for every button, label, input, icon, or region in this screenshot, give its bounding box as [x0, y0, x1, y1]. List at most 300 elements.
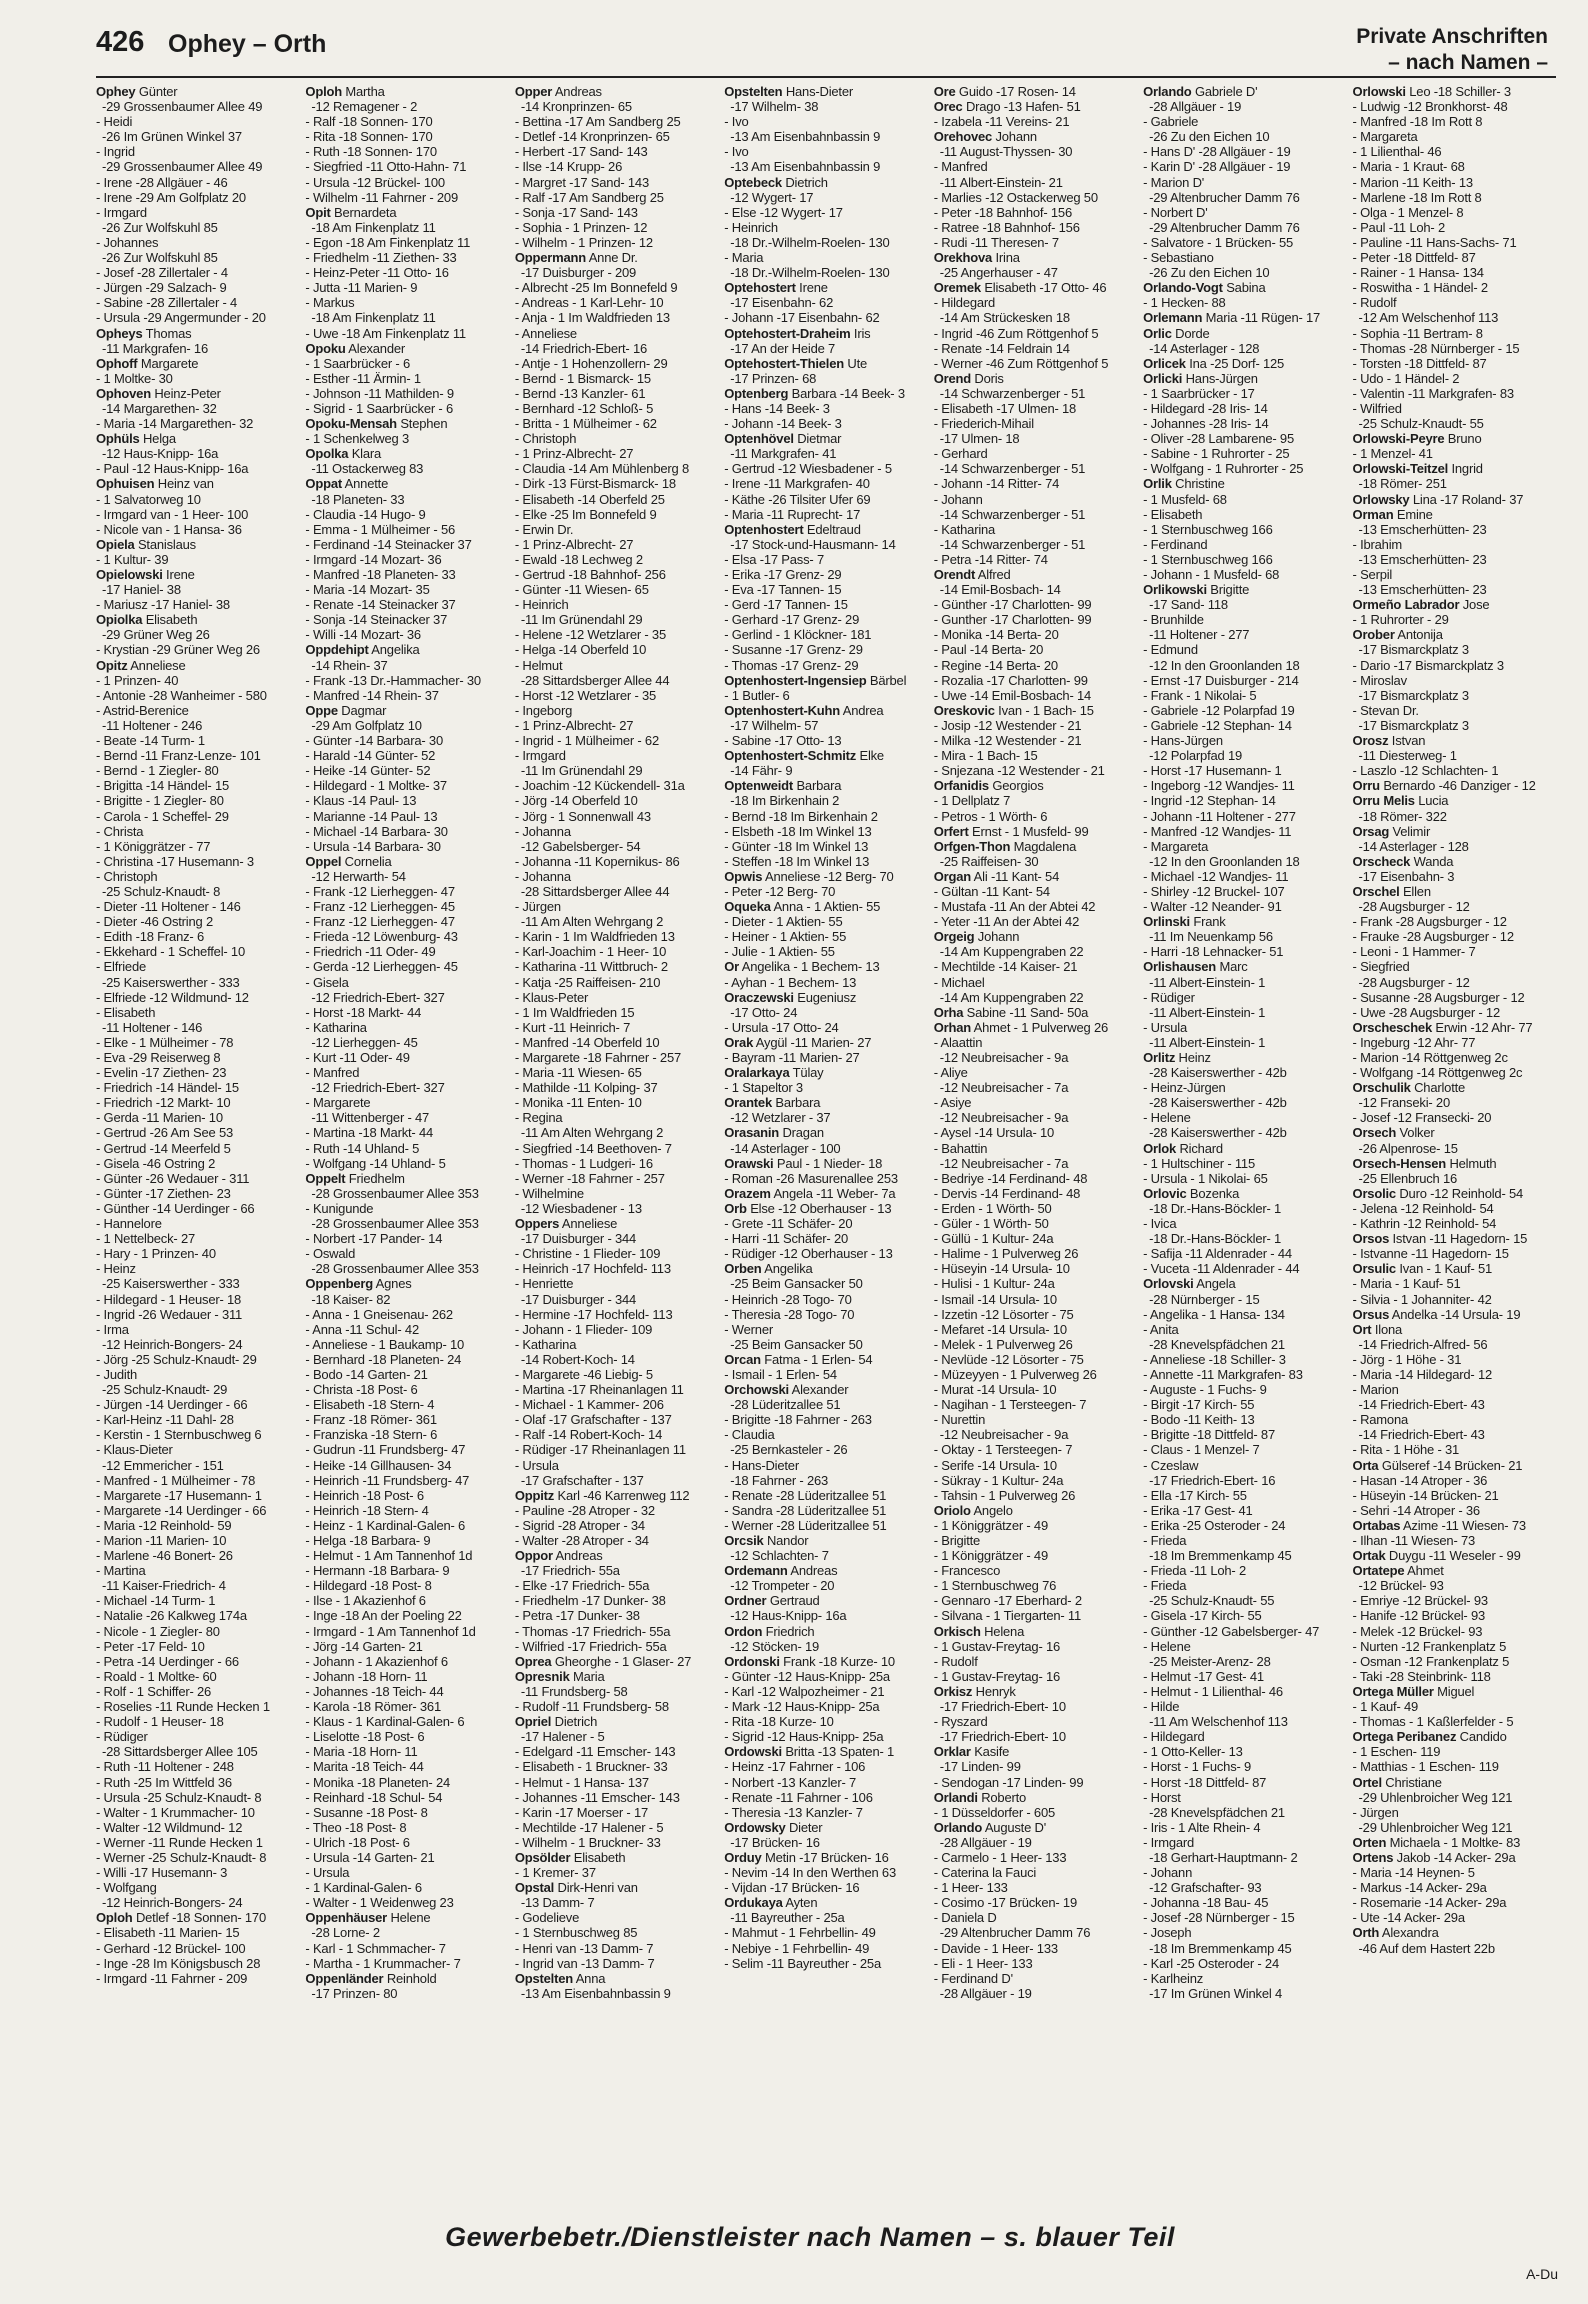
entry-detail: Iris: [850, 325, 871, 341]
listing-line: -26 Zu den Eichen 10: [1149, 265, 1270, 281]
surname: Optehostert: [724, 280, 796, 296]
entry-detail: Ivan - 1 Bach- 15: [994, 702, 1094, 718]
surname: Orfgen-Thon: [933, 838, 1011, 854]
surname: Opit: [305, 204, 331, 220]
surname: Orlowski: [1352, 84, 1406, 99]
listing-line: - Gerd -17 Tannen- 15: [724, 597, 848, 613]
listing-line: - Godelieve: [514, 1910, 580, 1926]
surname: Orak: [724, 1034, 754, 1050]
surname-entry: [96, 1910, 299, 1925]
surname-entry: [1143, 326, 1346, 341]
listing-line: - Osman -12 Frankenplatz 5: [1352, 1653, 1510, 1669]
entry-detail: Istvan: [1388, 733, 1426, 749]
listing-line: -29 Altenbrucher Damm 76: [1149, 189, 1300, 205]
listing-line: -11 Am Alten Wehrgang 2: [520, 914, 664, 930]
surname-entry: [1353, 507, 1556, 522]
listing-line: - 1 Prinz-Albrecht- 27: [514, 717, 634, 733]
listing-line: - Leoni - 1 Hammer- 7: [1352, 944, 1476, 960]
listing-line: - Else -12 Wygert- 17: [724, 204, 843, 220]
surname: Ordowsky: [724, 1819, 786, 1835]
listing-line: -14 Asterlager - 100: [730, 1140, 841, 1156]
surname: Opitz: [96, 657, 128, 673]
surname: Opolka: [305, 446, 349, 462]
surname: Optebeck: [724, 174, 782, 190]
listing-line: - Paul -14 Berta- 20: [933, 642, 1044, 658]
listing-line: - Claudia -14 Hugo- 9: [305, 506, 426, 522]
entry-detail: Elke: [856, 748, 884, 764]
surname: Orgeig: [933, 929, 975, 945]
listing-line: - Yeter -11 An der Abtei 42: [933, 914, 1080, 930]
listing-line: - Valentin -11 Markgrafen- 83: [1352, 385, 1514, 401]
listing-line: -28 Allgäuer - 19: [1149, 99, 1242, 115]
listing-line: - 1 Moltke- 30: [96, 370, 173, 386]
surname: Ophoff: [96, 355, 138, 371]
listing-line: - Josef -28 Nürnberger - 15: [1143, 1910, 1295, 1926]
listing-line: - Nebiye - 1 Fehrbellin- 49: [724, 1940, 870, 1956]
listing-line: - Maria -12 Reinhold- 59: [96, 1517, 232, 1533]
listing-line: - Marlene -18 Im Rott 8: [1352, 189, 1482, 205]
listing-line: - Inge -18 An der Poeling 22: [305, 1608, 462, 1624]
listing-line: - Ingrid: [96, 144, 135, 160]
listing-line: - Sandra -28 Lüderitzallee 51: [724, 1502, 887, 1518]
surname: Oremek: [933, 280, 981, 296]
listing-line: - Günter -26 Wedauer - 311: [96, 1170, 250, 1186]
listing-line: - Emriye -12 Brückel- 93: [1352, 1593, 1488, 1609]
listing-line: - Gabriele -12 Stephan- 14: [1143, 717, 1292, 733]
surname-entry: [724, 959, 927, 974]
listing-line: - Josef -28 Zillertaler - 4: [96, 265, 228, 281]
listing-line: - Marion -11 Keith- 13: [1352, 174, 1473, 190]
surname: Orb: [724, 1200, 747, 1216]
listing-line: - Manfred -14 Rhein- 37: [305, 687, 439, 703]
listing-line: - Frieda: [1143, 1533, 1187, 1548]
listing-line: - Karl -12 Walpozheimer - 21: [724, 1683, 885, 1699]
listing-line: - Brigitte -18 Fahrner - 263: [724, 1412, 872, 1428]
listing-line: -12 Herwarth- 54: [311, 868, 406, 884]
entry-detail: Angela -11 Weber- 7a: [770, 1185, 896, 1201]
entry-detail: Miguel: [1433, 1683, 1475, 1699]
listing-line: - Aliye: [933, 1065, 968, 1081]
listing-line: -12 Gabelsberger- 54: [520, 838, 641, 854]
surname-entry: [1353, 1775, 1556, 1790]
entry-detail: Tülay: [789, 1065, 824, 1081]
entry-detail: Detlef -18 Sonnen- 170: [132, 1910, 266, 1926]
surname-entry: [1143, 371, 1346, 386]
page-name-range: Ophey – Orth: [168, 30, 327, 58]
listing-line: - Wolfgang -14 Röttgenweg 2c: [1352, 1065, 1523, 1081]
surname-entry: [1353, 1186, 1556, 1201]
listing-line: -17 An der Heide 7: [730, 340, 836, 356]
surname: Opstelten: [724, 84, 783, 99]
listing-line: -28 Grossenbaumer Allee 353: [311, 1261, 479, 1277]
listing-line: - 1 Düsseldorfer - 605: [933, 1804, 1056, 1820]
listing-line: - Rolf - 1 Schiffer- 26: [96, 1683, 212, 1699]
surname-entry: [934, 824, 1137, 839]
surname-entry: [515, 1669, 718, 1684]
listing-line: - Heinz - 1 Kardinal-Galen- 6: [305, 1517, 466, 1533]
listing-line: - Ursula -17 Otto- 24: [724, 1019, 839, 1035]
listing-line: - Natalie -26 Kalkweg 174a: [96, 1608, 247, 1624]
surname-entry: [934, 84, 1137, 99]
surname-entry: [934, 869, 1137, 884]
listing-line: - Oliver -28 Lambarene- 95: [1143, 431, 1294, 447]
listing-line: - Franziska -18 Stern- 6: [305, 1427, 438, 1443]
listing-line: -17 Im Grünen Winkel 4: [1149, 1985, 1282, 2001]
surname: Opiela: [96, 536, 135, 552]
listing-line: - Renate -28 Lüderitzallee 51: [724, 1487, 887, 1503]
listing-line: - Manfred -12 Wandjes- 11: [1143, 823, 1292, 839]
listing-line: - Johann -14 Beek- 3: [724, 416, 842, 432]
listing-line: - 1 Dellplatz 7: [933, 793, 1011, 809]
entry-detail: Andreas: [552, 84, 602, 99]
listing-line: - 1 Prinz-Albrecht- 27: [514, 536, 634, 552]
listing-line: -26 Zu den Eichen 10: [1149, 129, 1270, 145]
listing-line: -14 Schwarzenberger - 51: [939, 506, 1086, 522]
listing-line: - Elisabeth -18 Stern- 4: [305, 1397, 435, 1413]
entry-detail: Dietmar: [793, 431, 842, 447]
listing-line: - Vuceta -11 Aldenrader - 44: [1143, 1261, 1300, 1277]
listing-line: - Friedrich -12 Markt- 10: [96, 1095, 231, 1111]
listing-line: - Silvia - 1 Johanniter- 42: [1352, 1291, 1492, 1307]
listing-line: - Mechtilde -17 Halener - 5: [514, 1819, 664, 1835]
surname: Oppers: [514, 1216, 560, 1232]
listing-line: - Nevim -14 In den Werthen 63: [724, 1865, 896, 1881]
listing-line: - Mustafa -11 An der Abtei 42: [933, 899, 1096, 915]
surname: Orehovec: [933, 129, 993, 145]
surname-entry: [1143, 84, 1346, 99]
listing-line: - Brigitte -18 Dittfeld- 87: [1143, 1427, 1275, 1443]
listing-line: - Güllü - 1 Kultur- 24a: [933, 1231, 1054, 1247]
surname-entry: [934, 371, 1137, 386]
entry-detail: Elisabeth -17 Otto- 46: [980, 280, 1107, 296]
surname-entry: [724, 1156, 927, 1171]
listing-line: - Anneliese -18 Schiller- 3: [1143, 1351, 1286, 1367]
listing-line: - Horst -18 Markt- 44: [305, 1004, 422, 1020]
listing-line: - Josef -12 Fransecki- 20: [1352, 1110, 1492, 1126]
entry-detail: Christiane: [1381, 1774, 1442, 1790]
entry-detail: Maria -11 Rügen- 17: [1202, 310, 1321, 326]
listing-line: -14 Am Kuppengraben 22: [939, 944, 1084, 960]
entry-detail: Angelika: [761, 1261, 813, 1277]
entry-detail: Lucia: [1414, 793, 1449, 809]
listing-line: - Irmgard: [514, 748, 566, 764]
listing-line: - Ute -14 Acker- 29a: [1352, 1910, 1465, 1926]
listing-line: - Bernhard -18 Planeten- 24: [305, 1351, 462, 1367]
surname: Ortens: [1352, 1849, 1394, 1865]
listing-line: - Albrecht -25 Im Bonnefeld 9: [514, 280, 678, 296]
listing-line: - Rosemarie -14 Acker- 29a: [1352, 1895, 1507, 1911]
listing-line: - Ursula: [514, 1457, 559, 1473]
listing-line: - Elsa -17 Pass- 7: [724, 551, 824, 567]
listing-line: -18 Im Birkenhain 2: [730, 793, 840, 809]
listing-line: - Thomas - 1 Ludgeri- 16: [514, 1155, 653, 1171]
listing-line: - Ekkehard - 1 Scheffel- 10: [96, 944, 245, 960]
surname-entry: [96, 386, 299, 401]
surname: Opiolka: [96, 612, 143, 628]
entry-detail: Sabine -11 Sand- 50a: [963, 1004, 1089, 1020]
surname: Oqueka: [724, 899, 771, 915]
listing-line: - Edmund: [1143, 642, 1198, 658]
surname-entry: [1353, 778, 1556, 793]
surname-entry: [96, 431, 299, 446]
listing-line: - Anita: [1143, 1321, 1179, 1337]
listing-line: - Elisabeth -17 Ulmen- 18: [933, 400, 1077, 416]
listing-line: - Bernhard -12 Schloß- 5: [514, 400, 654, 416]
listing-line: -29 Altenbrucher Damm 76: [939, 1925, 1091, 1941]
listing-line: - Wolfgang -14 Uhland- 5: [305, 1155, 446, 1171]
listing-line: -28 Lüderitzallee 51: [730, 1397, 841, 1413]
surname: Oppenberg: [305, 1276, 373, 1292]
surname: Orlicek: [1143, 355, 1186, 371]
listing-line: -28 Allgäuer - 19: [939, 1834, 1032, 1850]
surname: Orlic: [1143, 325, 1172, 341]
listing-line: - Bedriye -14 Ferdinand- 48: [933, 1170, 1088, 1186]
listing-line: - Shirley -12 Bruckel- 107: [1143, 883, 1285, 899]
surname: Orsolic: [1352, 1185, 1396, 1201]
listing-line: - Elisabeth -11 Marien- 15: [96, 1925, 240, 1941]
listing-line: - Elfriede -12 Wildmund- 12: [96, 989, 249, 1005]
surname-entry: [1353, 733, 1556, 748]
listing-line: - Melek - 1 Pulverweg 26: [933, 1336, 1073, 1352]
surname: Opstal: [514, 1880, 555, 1896]
listing-line: - Petra -14 Ritter- 74: [933, 551, 1048, 567]
listing-line: - Rita -18 Kurze- 10: [724, 1714, 834, 1730]
listing-line: - Czeslaw: [1143, 1457, 1199, 1473]
listing-line: -12 Neubreisacher - 9a: [939, 1050, 1069, 1065]
listing-line: - Erden - 1 Wörth- 50: [933, 1200, 1052, 1216]
listing-line: - Mathilde -11 Kolping- 37: [514, 1080, 658, 1096]
surname: Oriolo: [933, 1502, 971, 1518]
surname: Opoku: [305, 340, 346, 356]
surname-entry: [96, 567, 299, 582]
entry-detail: Stephen: [396, 416, 448, 432]
listing-line: - 1 Nettelbeck- 27: [96, 1231, 196, 1247]
surname: Oppat: [305, 476, 342, 492]
listing-line: -14 Friedrich-Ebert- 43: [1358, 1397, 1485, 1413]
surname-entry: [724, 1382, 927, 1397]
surname-entry: [1143, 1050, 1346, 1065]
surname-entry: [515, 1216, 718, 1231]
listing-line: -12 In den Groonlanden 18: [1149, 657, 1300, 673]
listing-line: - Michael: [933, 974, 985, 990]
listing-line: -29 Altenbrucher Damm 76: [1149, 219, 1300, 235]
listing-line: - Ralf -18 Sonnen- 170: [305, 114, 433, 130]
surname-entry: [305, 642, 508, 657]
entry-detail: Else -12 Oberhauser - 13: [746, 1200, 892, 1216]
listing-line: - Ingrid -12 Stephan- 14: [1143, 793, 1276, 809]
listing-line: -14 Rhein- 37: [311, 657, 388, 673]
listing-line: - Heinrich: [514, 597, 569, 613]
surname: Orawski: [724, 1155, 774, 1171]
listing-line: - Johann: [933, 491, 983, 507]
listing-line: - Karin D' -28 Allgäuer - 19: [1143, 159, 1291, 175]
listing-line: - Sigrid - 1 Saarbrücker - 6: [305, 400, 453, 416]
listing-line: - Ursula -29 Angermunder - 20: [96, 310, 266, 326]
listing-line: -25 Schulz-Knaudt- 55: [1149, 1593, 1275, 1609]
listing-line: -11 Ostackerweg 83: [311, 461, 424, 477]
listing-line: - Gisela -46 Ostring 2: [96, 1155, 216, 1171]
listing-column-1: [96, 84, 299, 2216]
listing-line: - Olga - 1 Menzel- 8: [1352, 204, 1464, 220]
entry-detail: Fatma - 1 Erlen- 54: [760, 1351, 873, 1367]
listing-line: - Helmut -17 Gest- 41: [1143, 1668, 1264, 1684]
listing-line: - Manfred -14 Oberfeld 10: [514, 1034, 660, 1050]
surname: Orsos: [1352, 1231, 1390, 1247]
listing-line: -12 Wygert- 17: [730, 189, 814, 205]
listing-line: - 1 Sternbuschweg 166: [1143, 551, 1273, 567]
listing-line: - Heike -14 Günter- 52: [305, 763, 431, 779]
listing-line: -11 Im Neuenkamp 56: [1149, 929, 1273, 945]
listing-line: - 1 Hecken- 88: [1143, 295, 1226, 311]
listing-line: - Matthias - 1 Eschen- 119: [1352, 1759, 1499, 1775]
listing-line: - Gisela: [305, 974, 349, 990]
surname-entry: [1143, 914, 1346, 929]
listing-line: - Tahsin - 1 Pulverweg 26: [933, 1487, 1076, 1503]
listing-line: - Frank -28 Augsburger - 12: [1352, 914, 1507, 930]
surname: Orten: [1352, 1834, 1387, 1850]
surname-entry: [1353, 884, 1556, 899]
listing-line: - Ferdinand -14 Steinacker 37: [305, 536, 472, 552]
entry-detail: Alexander: [788, 1382, 849, 1398]
listing-line: - Renate -11 Fahrner - 106: [724, 1789, 873, 1805]
surname-entry: [934, 1020, 1137, 1035]
listing-line: - Olaf -17 Grafschafter - 137: [514, 1412, 672, 1428]
listing-line: - Julie - 1 Aktien- 55: [724, 944, 835, 960]
listing-line: -11 Holtener - 277: [1149, 627, 1250, 643]
listing-line: - Karl - 1 Schmmacher- 7: [305, 1940, 446, 1956]
listing-line: - Eva -17 Tannen- 15: [724, 582, 842, 598]
listing-line: - Rudolf - 1 Heuser- 18: [96, 1714, 224, 1730]
surname-entry: [724, 1125, 927, 1140]
entry-detail: Ahmet: [1404, 1563, 1444, 1579]
listing-line: -14 Am Strückesken 18: [939, 310, 1070, 326]
listing-line: - Friederich-Mihail: [933, 416, 1034, 432]
listing-line: - Ismail - 1 Erlen- 54: [724, 1366, 837, 1382]
listing-line: - Peter -18 Bahnhof- 156: [933, 204, 1072, 220]
listing-line: - Renate -14 Feldrain 14: [933, 340, 1070, 356]
entry-detail: Friedhelm: [345, 1170, 405, 1186]
listing-line: - 1 Musfeld- 68: [1143, 491, 1227, 507]
surname: Orlowski-Teitzel: [1352, 461, 1449, 477]
listing-line: - Carola - 1 Scheffel- 29: [96, 808, 229, 824]
listing-line: - Heinrich -18 Post- 6: [305, 1487, 424, 1503]
surname-entry: [1353, 597, 1556, 612]
listing-line: - 1 Heer- 133: [933, 1880, 1008, 1896]
listing-line: - Jelena -12 Reinhold- 54: [1352, 1200, 1494, 1216]
listing-line: - Elisabeth: [96, 1004, 156, 1020]
listing-line: - Johann -11 Holtener - 277: [1143, 808, 1296, 824]
surname-entry: [724, 1201, 927, 1216]
entry-detail: Eugeniusz: [793, 989, 857, 1005]
listing-line: - Michael -12 Wandjes- 11: [1143, 868, 1289, 884]
listing-line: -28 Augsburger - 12: [1358, 974, 1470, 990]
listing-line: - Jörg - 1 Höhe - 31: [1352, 1351, 1462, 1367]
listing-line: - Frauke -28 Augsburger - 12: [1352, 929, 1514, 945]
listing-line: -14 Friedrich-Ebert- 16: [520, 340, 648, 356]
listing-line: - Werner: [724, 1321, 773, 1337]
listing-line: - Hary - 1 Prinzen- 40: [96, 1246, 216, 1262]
listing-column-4: [724, 84, 927, 2216]
surname: Oppenhäuser: [305, 1910, 388, 1926]
listing-line: -11 Albert-Einstein- 1: [1149, 974, 1266, 990]
listing-line: - Werner -25 Schulz-Knaudt- 8: [96, 1849, 267, 1865]
listing-line: - Angelika - 1 Hansa- 134: [1143, 1306, 1285, 1322]
listing-line: -11 Diesterweg- 1: [1358, 748, 1457, 764]
listing-line: - Friedhelm -17 Dunker- 38: [514, 1593, 666, 1609]
listing-line: - Gerhard: [933, 446, 988, 462]
listing-line: - Franz -12 Lierheggen- 47: [305, 914, 455, 930]
surname: Opstelten: [514, 1970, 573, 1986]
listing-line: - 1 Sternbuschweg 85: [514, 1925, 638, 1941]
listing-line: - Edith -18 Franz- 6: [96, 929, 204, 945]
surname: Orsech-Hensen: [1352, 1155, 1447, 1171]
listing-line: - Willi -17 Husemann- 3: [96, 1865, 228, 1881]
surname-entry: [305, 703, 508, 718]
listing-line: - Ivo: [724, 144, 749, 160]
listing-line: - Norbert -13 Kanzler- 7: [724, 1774, 857, 1790]
listing-line: -17 Stock-und-Hausmann- 14: [730, 536, 896, 552]
entry-detail: Heinz: [1175, 1050, 1211, 1065]
surname: Orha: [933, 1004, 964, 1020]
surname-entry: [934, 703, 1137, 718]
entry-detail: Gertraud: [766, 1593, 820, 1609]
listing-line: - Christoph: [96, 868, 158, 884]
entry-detail: Heinz van: [154, 476, 214, 492]
surname-entry: [724, 1654, 927, 1669]
listing-line: - Jörg -14 Oberfeld 10: [514, 793, 638, 809]
footer-note: Gewerbebetr./Dienstleister nach Namen – s. blauer Teil: [445, 2222, 1175, 2252]
listing-line: - Klaus -14 Paul- 13: [305, 793, 417, 809]
listing-line: - Walter -12 Wildmund- 12: [96, 1819, 243, 1835]
entry-detail: Lina -17 Roland- 37: [1409, 491, 1524, 507]
listing-line: - Erika -17 Grenz- 29: [724, 567, 842, 582]
listing-line: - Ryszard: [933, 1714, 988, 1730]
surname: Optehostert-Draheim: [724, 325, 851, 341]
listing-line: - Maria - 1 Kraut- 68: [1352, 159, 1465, 175]
listing-line: - Gerhard -17 Grenz- 29: [724, 612, 860, 628]
listing-line: -17 Wilhelm- 57: [730, 717, 819, 733]
surname: Orlovski: [1143, 1276, 1194, 1292]
surname: Opsölder: [514, 1849, 571, 1865]
surname: Orekhova: [933, 250, 993, 266]
surname-entry: [934, 1744, 1137, 1759]
listing-line: - Heinrich -11 Frundsberg- 47: [305, 1472, 470, 1488]
listing-line: - Franz -12 Lierheggen- 45: [305, 899, 455, 915]
surname-entry: [96, 612, 299, 627]
listing-line: - Hüseyin -14 Brücken- 21: [1352, 1487, 1499, 1503]
listing-line: - Marion -11 Marien- 10: [96, 1533, 227, 1548]
listing-line: -18 Im Bremmenkamp 45: [1149, 1940, 1292, 1956]
surname-entry: [1353, 1684, 1556, 1699]
listing-line: - Ulrich -18 Post- 6: [305, 1834, 410, 1850]
entry-detail: Margarete: [137, 355, 199, 371]
surname-entry: [1353, 1458, 1556, 1473]
listing-line: - Ratree -18 Bahnhof- 156: [933, 219, 1080, 235]
entry-detail: Irene: [162, 567, 195, 582]
listing-line: -11 Holtener - 146: [102, 1019, 203, 1035]
listing-line: - Manfred: [305, 1065, 360, 1081]
listing-line: - Andreas - 1 Karl-Lehr- 10: [514, 295, 664, 311]
surname: Opwis: [724, 868, 763, 884]
listing-line: - Silvana - 1 Tiergarten- 11: [933, 1608, 1082, 1624]
entry-detail: Paul - 1 Nieder- 18: [773, 1155, 883, 1171]
surname: Orober: [1352, 627, 1395, 643]
surname-entry: [515, 250, 718, 265]
listing-line: - Manfred -18 Im Rott 8: [1352, 114, 1483, 130]
listing-line: - Oktay - 1 Tersteegen- 7: [933, 1442, 1073, 1458]
listing-line: -11 Albert-Einstein- 1: [1149, 1034, 1266, 1050]
surname: Or: [724, 959, 740, 975]
